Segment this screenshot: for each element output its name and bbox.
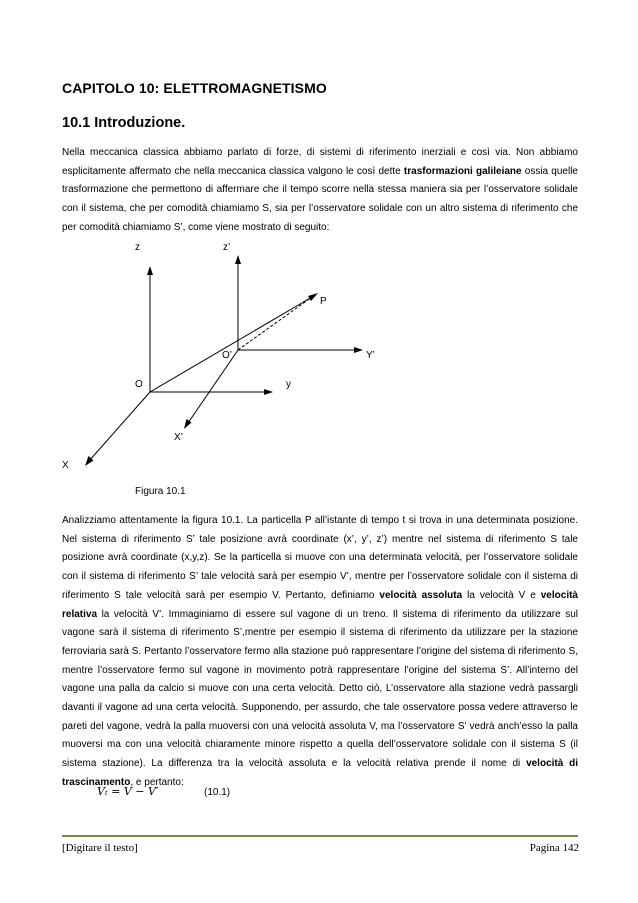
para1-text-b: ossia quelle trasformazione che permettono di affermare che il tempo scorre nella stessa maniera sia per l’osservatore solidale con il sistema, che per comodità chiamiamo S, sia per l’osservatore solidale con un altro sistema di riferimento che per comodità chiamiamo S’, come viene mostrato di seguito: xyxy=(62,165,578,233)
vector-o-to-p xyxy=(150,297,312,392)
label-x-prime: X’ xyxy=(174,432,183,443)
para1-bold-term: trasformazioni galileiane xyxy=(403,165,522,177)
label-x: X xyxy=(62,460,69,471)
figure-10-1-diagram xyxy=(0,230,638,510)
arrowhead-y xyxy=(264,389,273,395)
para1-text-a: Nella meccanica classica abbiamo parlato di forze, di sistemi di riferimento inerziali e così via. Non abbiamo esplicitamente affermato che nella meccanica classica valgono le così dette xyxy=(62,147,578,177)
label-z: z xyxy=(135,242,140,253)
arrowhead-z xyxy=(147,266,153,275)
section-title: 10.1 Introduzione. xyxy=(62,115,186,131)
label-z-prime: z’ xyxy=(223,242,231,253)
arrowhead-x-prime xyxy=(184,419,192,429)
para2-text-c: la velocità V’. Immaginiamo di essere sul vagone di un treno. Il sistema di riferimento da utilizzare sul vagone sarà il sistema di riferimento S’,mentre per esempio il sistema di riferimento da utilizzare per la stazione ferroviaria sarà S. Pertanto l’osservatore fermo alla stazione può rappresentare l’origine del sistema di riferimento S, mentre l’osservatore fermo sul vagone in movimento potrà rappresentare l’origine del sistema S’. All’interno del vagone una palla da calcio si muove con una certa velocità. Detto ciò, L’osservatore alla stazione vedrà passargli davanti il vagone ad una certa velocità. Supponendo, per assurdo, che tale osservatore possa vedere attraverso le pareti del vagone, vedrà la palla muoversi con una velocità assoluta V, ma l’osservatore S’ vedrà anch’esso la palla muoversi ma con una velocità chiaramente minore rispetto a quella dell’osservatore solidale con il sistema S (il sistema stazione). La differenza tra la velocità assoluta e la velocità relativa prende il nome di xyxy=(62,608,578,770)
axis-x xyxy=(89,392,150,461)
footer-placeholder-text: [Digitare il testo] xyxy=(62,842,138,854)
arrowhead-z-prime xyxy=(235,255,241,264)
label-o-prime: O’ xyxy=(222,350,232,361)
arrowhead-y-prime xyxy=(354,347,363,353)
para2-text-a: Analizziamo attentamente la figura 10.1. La particella P all’istante di tempo t si trova in una determinata posizione. Nel sistema di riferimento S’ tale posizione avrà coordinate (x’, y’, z’) mentre nel sistema di riferimento S tale posizione avrà coordinate (x,y,z). Se la particella si muove con una determinata velocità, per l’osservatore solidale con il sistema di riferimento S’ tale velocità sarà per esempio V’, mentre per l’osservatore solidale con il sistema di riferimento S tale velocità sarà per esempio V. Pertanto, definiamo xyxy=(62,515,578,601)
page-number: Pagina 142 xyxy=(529,842,579,854)
label-y-prime: Y’ xyxy=(366,350,375,361)
analysis-paragraph xyxy=(62,512,578,793)
label-y: y xyxy=(286,379,291,390)
term-velocita-relativa: velocità relativa xyxy=(62,589,578,620)
intro-paragraph xyxy=(62,144,578,238)
term-velocita-trascinamento: velocità di trascinamento xyxy=(62,758,578,788)
chapter-title: CAPITOLO 10: ELETTROMAGNETISMO xyxy=(62,80,327,96)
equation-number: (10.1) xyxy=(204,787,231,798)
para2-text-d: , e pertanto: xyxy=(130,776,184,788)
footer-rule xyxy=(62,835,578,837)
label-o: O xyxy=(135,379,143,390)
formula-10-1: Vₜ = V − V′ xyxy=(97,785,159,798)
figure-caption: Figura 10.1 xyxy=(135,486,186,497)
label-p: P xyxy=(320,296,327,307)
term-velocita-assoluta: velocità assoluta xyxy=(379,589,463,601)
para2-text-b: la velocità V e xyxy=(462,589,541,601)
vector-oprime-to-p xyxy=(238,297,312,350)
arrowhead-p xyxy=(308,293,318,301)
